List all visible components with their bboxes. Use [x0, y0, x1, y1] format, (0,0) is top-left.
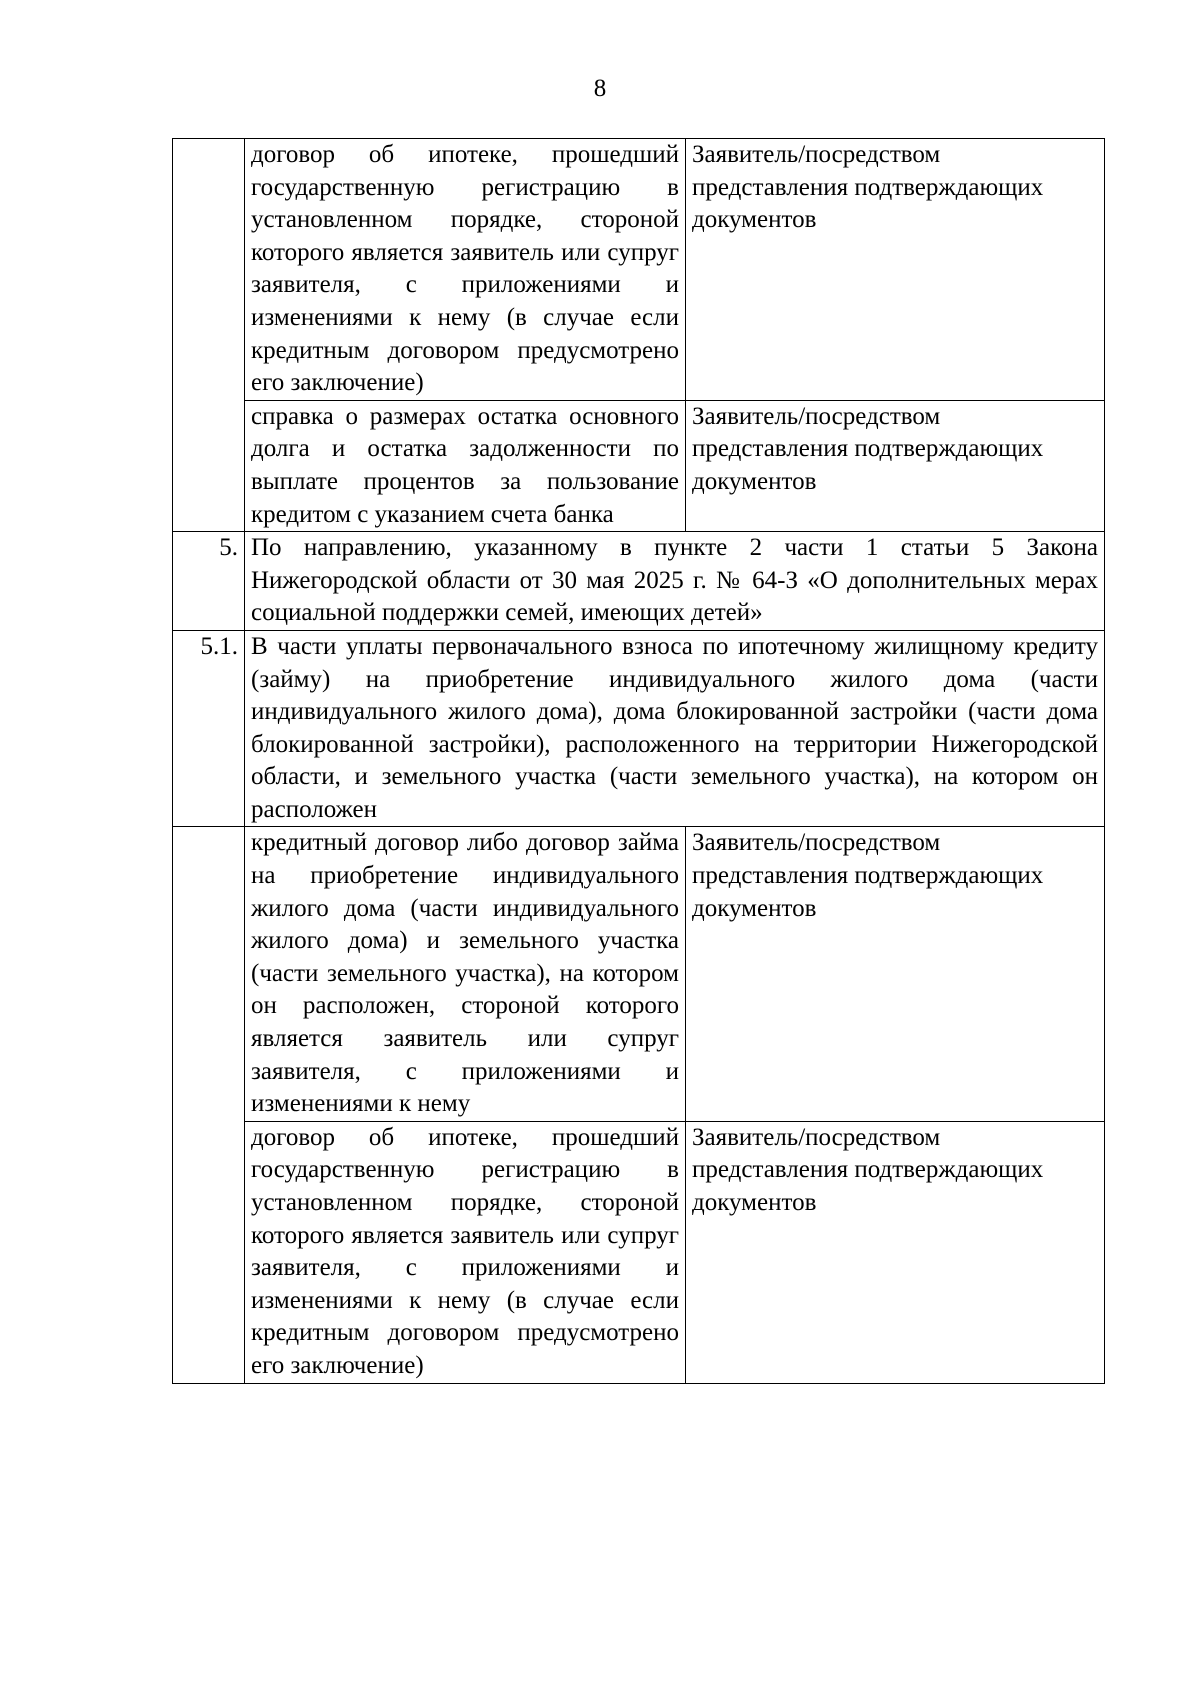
section-row: [173, 532, 1105, 631]
source-cell: Заявитель/посредством представления подтверждающих документов: [686, 400, 1105, 531]
row-number-cell: [173, 139, 245, 532]
section-heading-cell: По направлению, указанному в пункте 2 части 1 статьи 5 Закона Нижегородской области от 30 мая 2025 г. № 64-З «О дополнительных мерах социальной поддержки семей, имеющих детей»: [245, 532, 1105, 631]
section-heading-cell: В части уплаты первоначального взноса по ипотечному жилищному кредиту (займу) на приобретение индивидуального жилого дома (части индивидуального жилого дома), дома блокированной застройки (части дома блокированной застройки), расположенного на территории Нижегородской области, и земельного участка (части земельного участка), на котором он расположен: [245, 630, 1105, 827]
table-row: [173, 1121, 1105, 1383]
row-number-cell: [173, 827, 245, 1383]
source-cell: Заявитель/посредством представления подтверждающих документов: [686, 139, 1105, 401]
document-cell: справка о размерах остатка основного долга и остатка задолженности по выплате процентов за пользование кредитом с указанием счета банка: [245, 400, 686, 531]
row-number-cell: 5.: [173, 532, 245, 631]
document-cell: кредитный договор либо договор займа на приобретение индивидуального жилого дома (части индивидуального жилого дома) и земельного участка (части земельного участка), на котором он расположен, стороной которого является заявитель или супруг заявителя, с приложениями и изменениями к нему: [245, 827, 686, 1121]
row-number-cell: 5.1.: [173, 630, 245, 827]
source-cell: Заявитель/посредством представления подтверждающих документов: [686, 1121, 1105, 1383]
table-row: [173, 827, 1105, 1121]
document-cell: договор об ипотеке, прошедший государственную регистрацию в установленном порядке, стороной которого является заявитель или супруг заявителя, с приложениями и изменениями к нему (в случае если кредитным договором предусмотрено его заключение): [245, 139, 686, 401]
page-number: 8: [593, 75, 607, 102]
section-row: [173, 630, 1105, 827]
document-cell: договор об ипотеке, прошедший государственную регистрацию в установленном порядке, стороной которого является заявитель или супруг заявителя, с приложениями и изменениями к нему (в случае если кредитным договором предусмотрено его заключение): [245, 1121, 686, 1383]
table-row: [173, 139, 1105, 401]
source-cell: Заявитель/посредством представления подтверждающих документов: [686, 827, 1105, 1121]
table-row: [173, 400, 1105, 531]
documents-table: [172, 138, 1105, 1384]
